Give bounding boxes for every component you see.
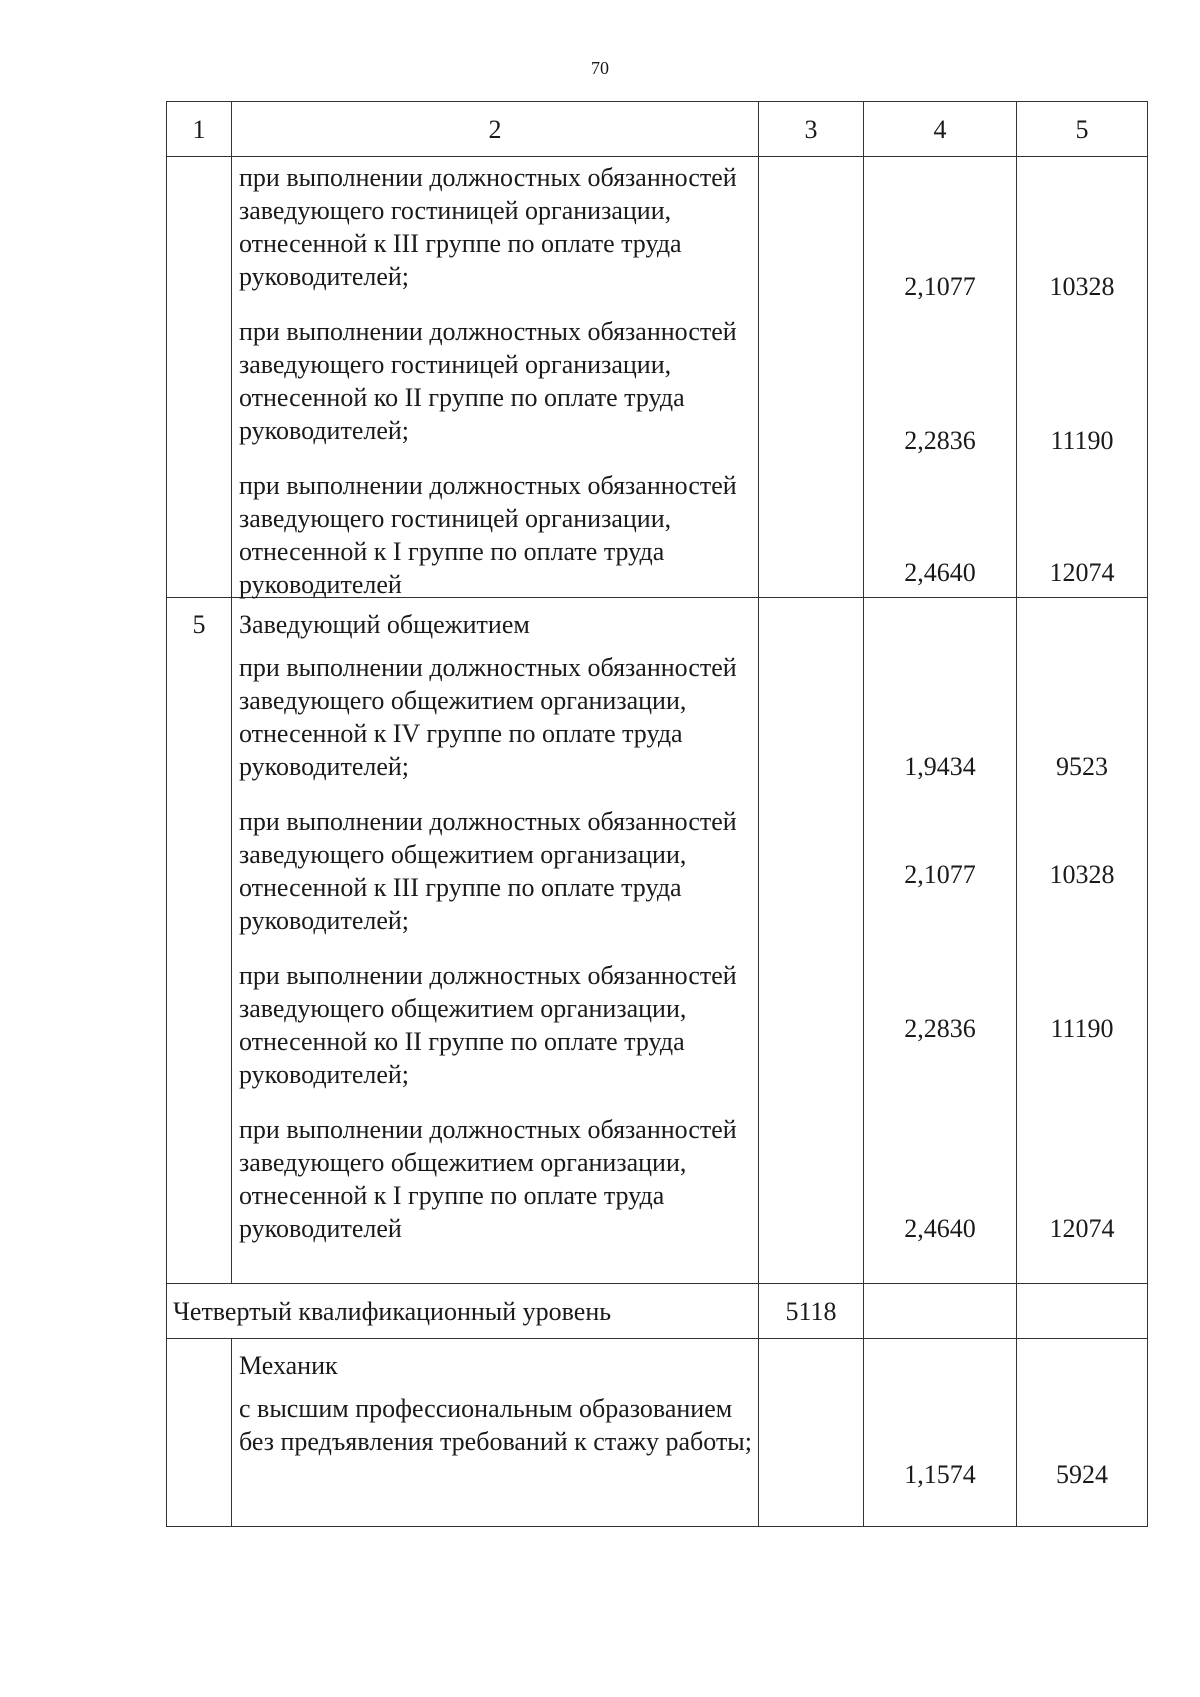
coefficient-value: 2,4640 <box>904 1214 976 1243</box>
list-item: при выполнении должностных обязанностей заведующего гостиницей организации, отнесенной ко II группе по оплате труда руководителей; <box>239 317 737 445</box>
header-col-5: 5 <box>1017 102 1148 157</box>
salary-cell <box>1017 1339 1148 1527</box>
salary-value: 11190 <box>1050 426 1114 455</box>
table-row-hotel <box>167 157 1148 598</box>
coefficient-value: 1,9434 <box>904 752 976 781</box>
salary-value: 11190 <box>1050 1014 1114 1043</box>
coefficient-value: 2,2836 <box>904 426 976 455</box>
header-col-4: 4 <box>864 102 1017 157</box>
description-cell <box>232 1339 759 1527</box>
list-item: при выполнении должностных обязанностей заведующего гостиницей организации, отнесенной к III группе по оплате труда руководителей; <box>239 163 737 291</box>
salary-value: 9523 <box>1056 752 1108 781</box>
list-item: при выполнении должностных обязанностей заведующего общежитием организации, отнесенной к IV группе по оплате труда руководителей; <box>239 653 737 781</box>
salary-cell <box>1017 157 1148 598</box>
coefficient-cell <box>864 1339 1017 1527</box>
position-title: Механик <box>239 1351 338 1380</box>
list-item: при выполнении должностных обязанностей заведующего гостиницей организации, отнесенной к I группе по оплате труда руководителей <box>239 471 737 599</box>
coefficient-value: 2,2836 <box>904 1014 976 1043</box>
row-number: 5 <box>167 598 232 1284</box>
salary-value: 10328 <box>1049 272 1115 301</box>
qualification-level-base: 5118 <box>759 1284 864 1339</box>
header-col-1: 1 <box>167 102 232 157</box>
salary-table <box>166 101 1148 1527</box>
table-row-dormitory <box>167 598 1148 1284</box>
header-col-3: 3 <box>759 102 864 157</box>
description-cell <box>232 157 759 598</box>
empty-cell <box>864 1284 1017 1339</box>
salary-value: 12074 <box>1049 558 1115 587</box>
coefficient-value: 2,4640 <box>904 558 976 587</box>
row-number-cell <box>167 157 232 598</box>
page-number: 70 <box>591 58 609 78</box>
coefficient-cell <box>864 157 1017 598</box>
qualification-level-label: Четвертый квалификационный уровень <box>167 1284 759 1339</box>
row-number-cell <box>167 1339 232 1527</box>
list-item: при выполнении должностных обязанностей заведующего общежитием организации, отнесенной к III группе по оплате труда руководителей; <box>239 807 737 935</box>
salary-value: 10328 <box>1049 860 1115 889</box>
table-header-row <box>167 102 1148 157</box>
qualification-level-row <box>167 1284 1148 1339</box>
coefficient-value: 1,1574 <box>904 1460 976 1489</box>
base-salary-cell <box>759 1339 864 1527</box>
header-col-2: 2 <box>232 102 759 157</box>
position-title: Заведующий общежитием <box>239 610 530 639</box>
table-row-mechanic <box>167 1339 1148 1527</box>
salary-cell <box>1017 598 1148 1284</box>
list-item: при выполнении должностных обязанностей заведующего общежитием организации, отнесенной ко II группе по оплате труда руководителей; <box>239 961 737 1089</box>
base-salary-cell <box>759 157 864 598</box>
list-item: при выполнении должностных обязанностей заведующего общежитием организации, отнесенной к I группе по оплате труда руководителей <box>239 1115 737 1243</box>
list-item: с высшим профессиональным образованием без предъявления требований к стажу работы; <box>239 1394 752 1456</box>
empty-cell <box>1017 1284 1148 1339</box>
coefficient-value: 2,1077 <box>904 272 976 301</box>
base-salary-cell <box>759 598 864 1284</box>
salary-value: 12074 <box>1049 1214 1115 1243</box>
coefficient-cell <box>864 598 1017 1284</box>
coefficient-value: 2,1077 <box>904 860 976 889</box>
description-cell <box>232 598 759 1284</box>
salary-value: 5924 <box>1056 1460 1108 1489</box>
